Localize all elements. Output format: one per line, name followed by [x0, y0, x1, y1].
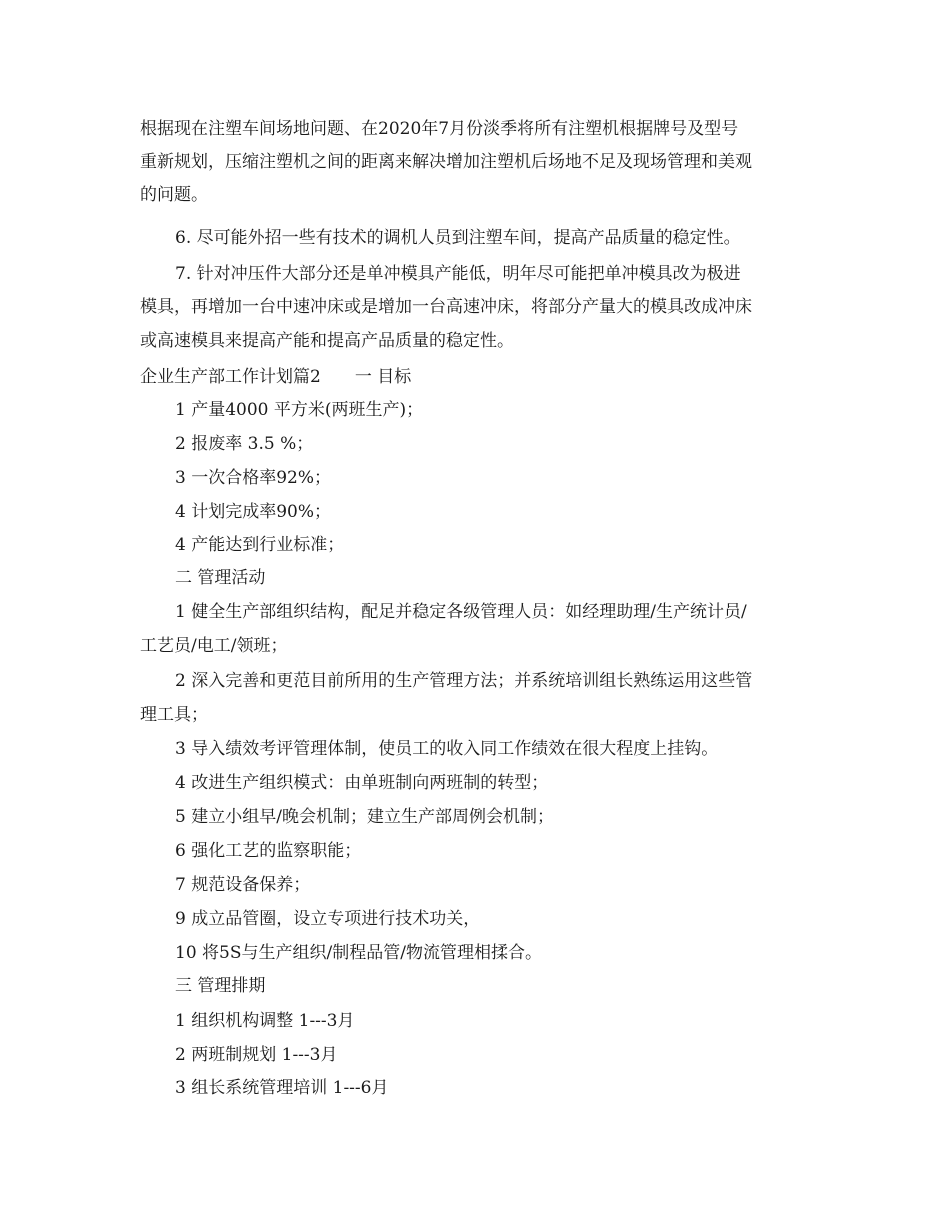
text-line: 的问题。 [140, 185, 208, 205]
text-line: 模具，再增加一台中速冲床或是增加一台高速冲床，将部分产量大的模具改成冲床 [140, 297, 752, 317]
text-line: 2 报废率 3.5 %； [175, 434, 314, 454]
text-line: 6. 尽可能外招一些有技术的调机人员到注塑车间，提高产品质量的稳定性。 [175, 228, 741, 248]
text-line: 2 两班制规划 1---3月 [175, 1045, 338, 1065]
text-line: 或高速模具来提高产能和提高产品质量的稳定性。 [140, 331, 514, 351]
text-line: 5 建立小组早/晚会机制；建立生产部周例会机制； [175, 807, 554, 827]
section-heading: 三 管理排期 [175, 976, 266, 996]
text-line: 7 规范设备保养； [175, 875, 311, 895]
text-line: 10 将5S与生产组织/制程品管/物流管理相揉合。 [175, 943, 542, 963]
text-line: 理工具； [140, 705, 208, 725]
text-line: 4 计划完成率90%； [175, 502, 332, 522]
text-line: 4 产能达到行业标准； [175, 535, 345, 555]
text-line: 2 深入完善和更范目前所用的生产管理方法；并系统培训组长熟练运用这些管 [175, 671, 753, 691]
text-line: 3 一次合格率92%； [175, 468, 332, 488]
text-line: 重新规划，压缩注塑机之间的距离来解决增加注塑机后场地不足及现场管理和美观 [140, 152, 752, 172]
section-heading: 二 管理活动 [175, 568, 266, 588]
text-line: 3 导入绩效考评管理体制，使员工的收入同工作绩效在很大程度上挂钩。 [175, 739, 719, 759]
text-line: 6 强化工艺的监察职能； [175, 841, 362, 861]
text-line: 9 成立品管圈，设立专项进行技术功关， [175, 909, 481, 929]
text-line: 7. 针对冲压件大部分还是单冲模具产能低，明年尽可能把单冲模具改为极进 [175, 264, 741, 284]
text-line: 工艺员/电工/领班； [140, 636, 288, 656]
text-line: 1 组织机构调整 1---3月 [175, 1011, 355, 1031]
text-line: 根据现在注塑车间场地问题、在2020年7月份淡季将所有注塑机根据牌号及型号 [140, 119, 739, 139]
text-line: 1 产量4000 平方米(两班生产)； [175, 400, 424, 420]
text-line: 1 健全生产部组织结构，配足并稳定各级管理人员：如经理助理/生产统计员/ [175, 602, 747, 622]
text-line: 3 组长系统管理培训 1---6月 [175, 1078, 389, 1098]
section-heading: 企业生产部工作计划篇2 一 目标 [140, 367, 412, 387]
text-line: 4 改进生产组织模式：由单班制向两班制的转型； [175, 773, 549, 793]
